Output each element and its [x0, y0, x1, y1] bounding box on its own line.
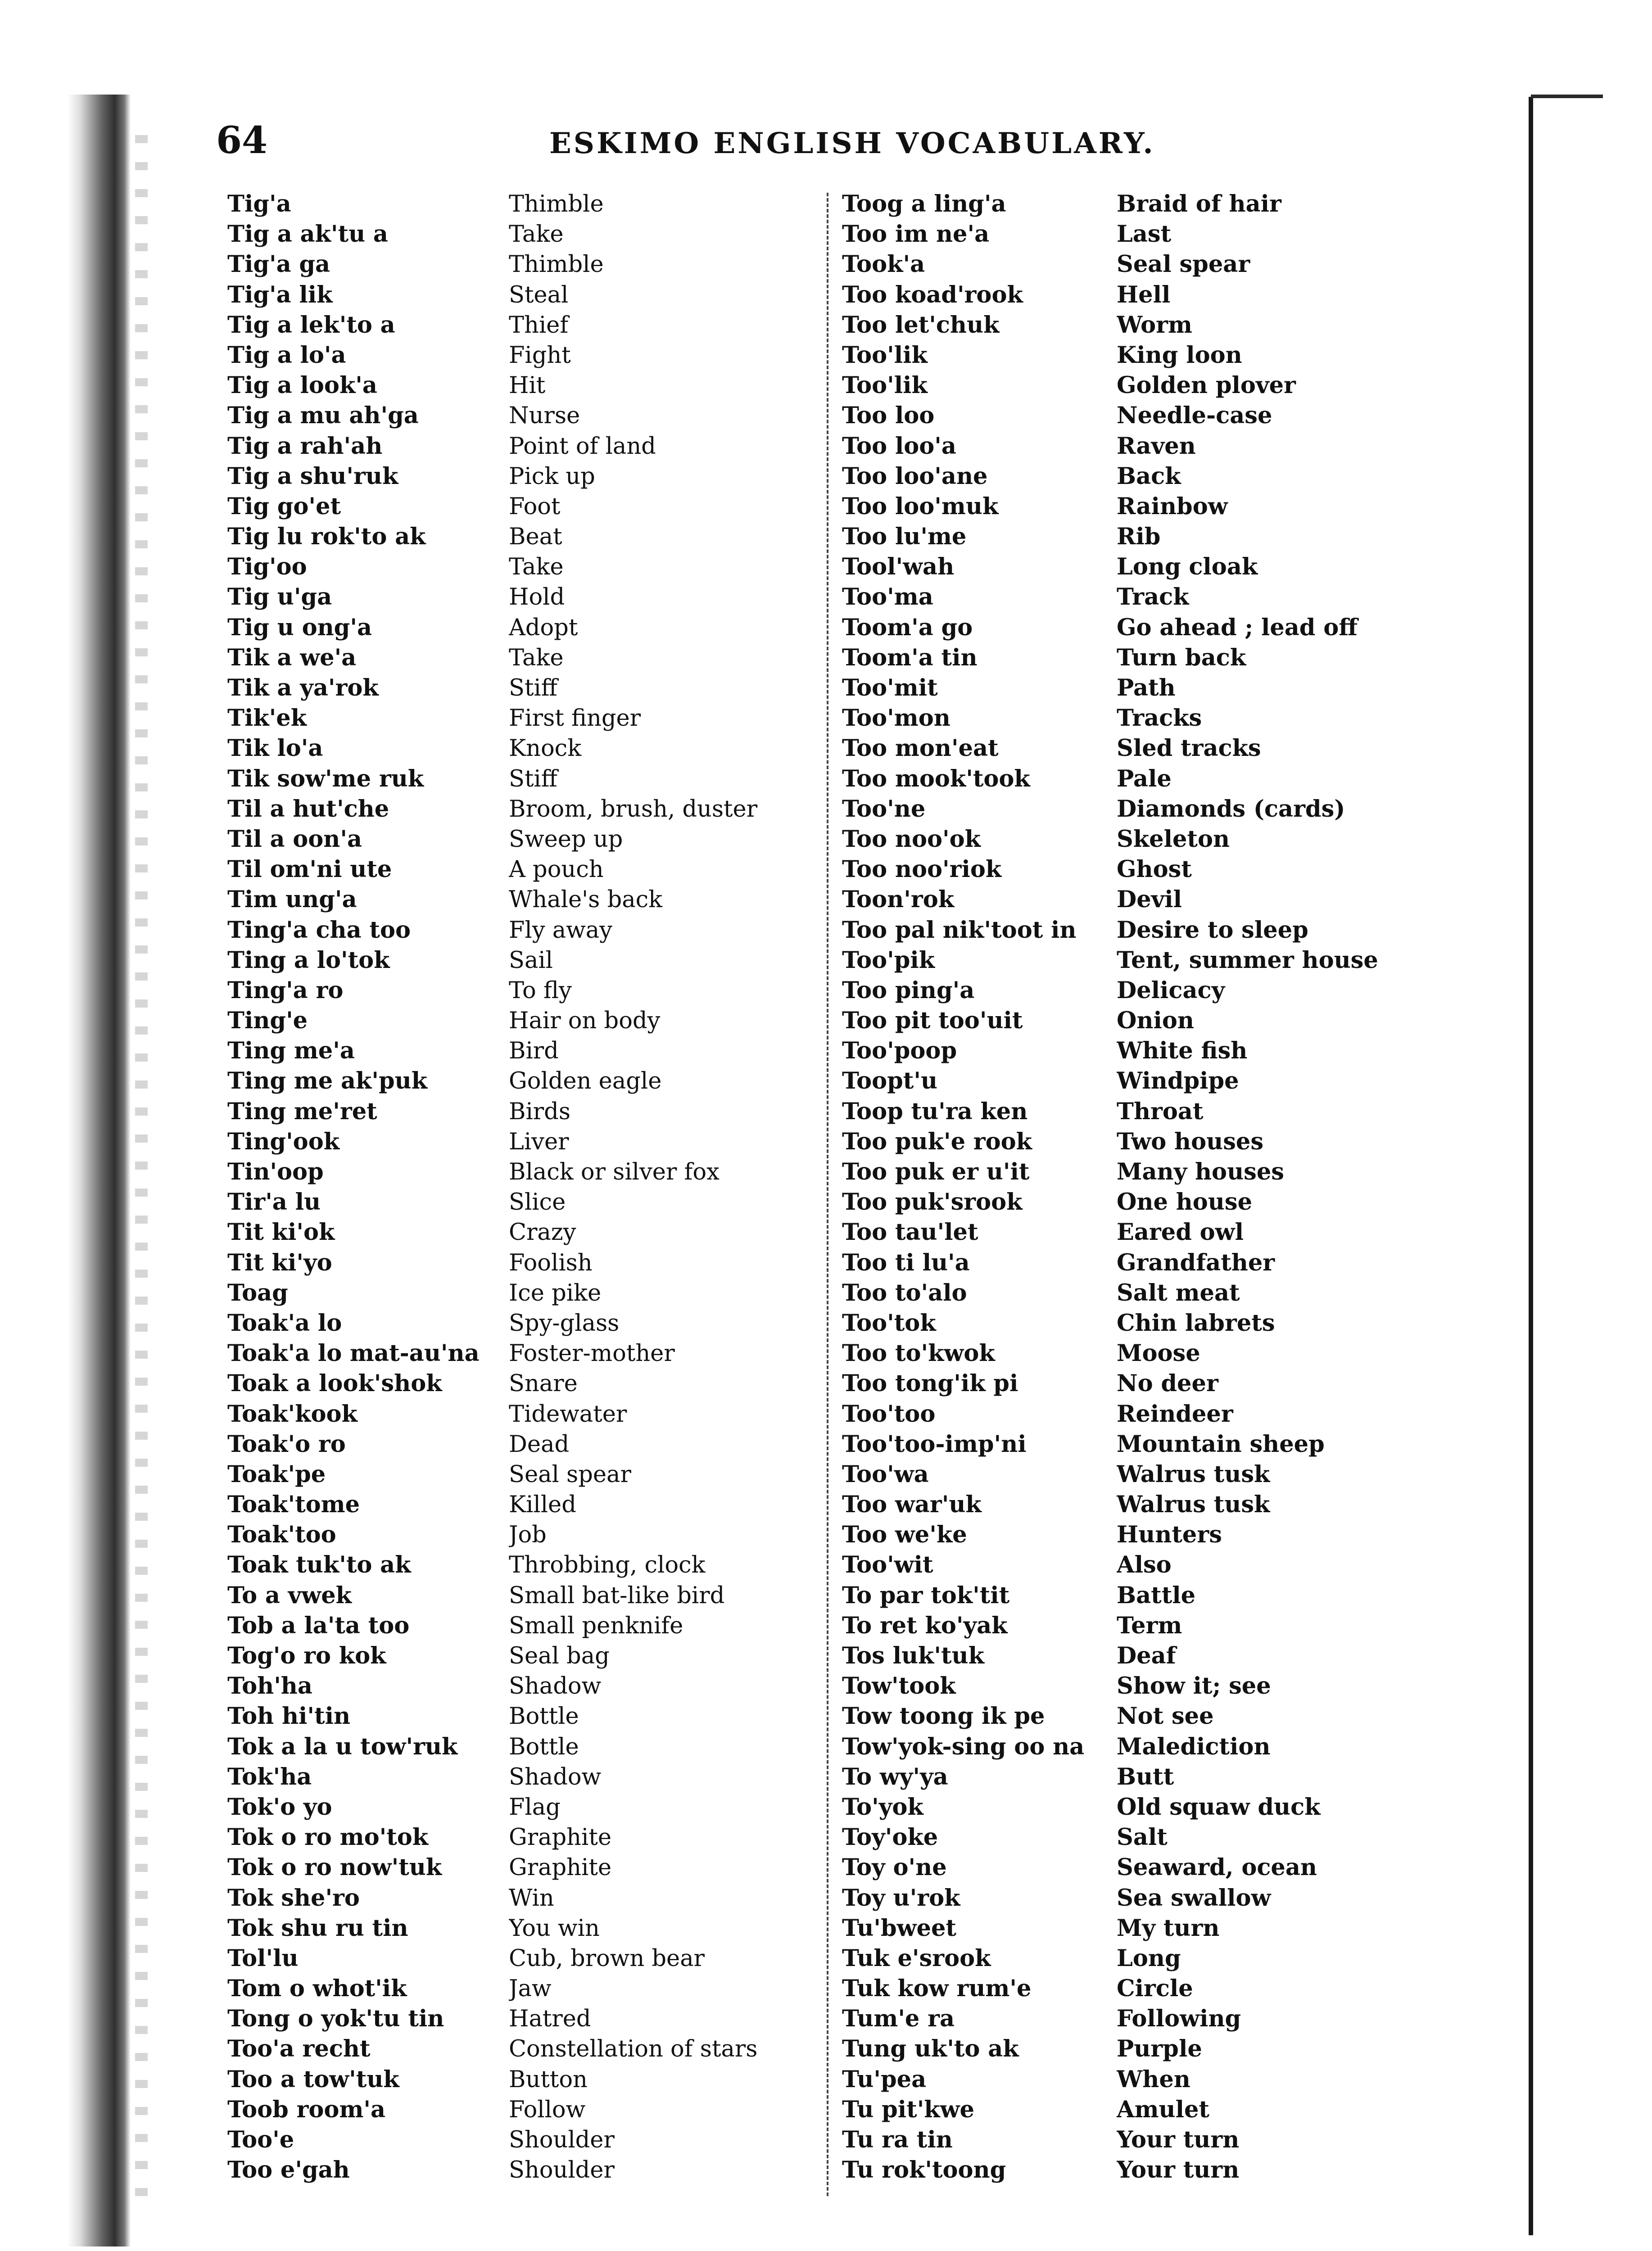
english-meaning: Fight [509, 342, 571, 369]
english-meaning: Long cloak [1117, 553, 1258, 581]
english-meaning: Devil [1117, 886, 1182, 913]
english-meaning: Windpipe [1117, 1067, 1239, 1095]
eskimo-word: Tuk e'srook [842, 1944, 991, 1972]
column-divider [827, 193, 828, 2196]
english-meaning: Take [509, 554, 564, 581]
eskimo-word: To ret ko'yak [842, 1612, 1008, 1639]
binding-shadow [68, 95, 131, 2246]
english-meaning: Ice pike [509, 1279, 602, 1306]
page-header [216, 118, 1486, 172]
english-meaning: Show it; see [1117, 1672, 1271, 1700]
eskimo-word: Too loo'ane [842, 462, 988, 490]
english-meaning: White fish [1117, 1037, 1248, 1065]
english-meaning: Seal bag [509, 1643, 610, 1669]
english-meaning: Liver [509, 1128, 569, 1155]
english-meaning: Knock [509, 735, 582, 762]
english-meaning: When [1117, 2066, 1190, 2093]
eskimo-word: Too'tok [842, 1309, 936, 1337]
eskimo-word: Too noo'riok [842, 856, 1002, 883]
eskimo-word: Toak'a lo [227, 1309, 342, 1337]
english-meaning: Battle [1117, 1582, 1196, 1609]
english-meaning: Bottle [509, 1733, 579, 1760]
left-english-column [509, 189, 801, 2185]
eskimo-word: Tool'wah [842, 553, 955, 581]
eskimo-word: Tig a shu'ruk [227, 462, 398, 490]
english-meaning: Moose [1117, 1340, 1200, 1367]
eskimo-word: Toog a ling'a [842, 190, 1006, 217]
eskimo-word: Too'pik [842, 946, 935, 974]
english-meaning: Beat [509, 524, 562, 551]
english-meaning: Button [509, 2066, 588, 2093]
eskimo-word: Tob a la'ta too [227, 1612, 410, 1639]
english-meaning: Your turn [1117, 2156, 1240, 2184]
eskimo-word: Too pit too'uit [842, 1007, 1023, 1035]
eskimo-word: Tos luk'tuk [842, 1642, 984, 1669]
eskimo-word: Toag [227, 1279, 288, 1306]
eskimo-word: Too puk'e rook [842, 1128, 1032, 1155]
eskimo-word: Too to'kwok [842, 1340, 995, 1367]
eskimo-word: Too to'alo [842, 1279, 967, 1306]
eskimo-word: Tir'a lu [227, 1189, 321, 1216]
eskimo-word: Too war'uk [842, 1491, 982, 1519]
eskimo-word: To par tok'tit [842, 1582, 1010, 1609]
english-meaning: Job [509, 1522, 547, 1549]
eskimo-word: Toob room'a [227, 2096, 386, 2123]
english-meaning: Sail [509, 947, 553, 974]
english-meaning: Term [1117, 1612, 1182, 1639]
english-meaning: Shoulder [509, 2127, 615, 2153]
english-meaning: Hunters [1117, 1521, 1222, 1549]
eskimo-word: Too'wa [842, 1460, 929, 1488]
english-meaning: Fly away [509, 917, 612, 944]
eskimo-word: Tig a rah'ah [227, 432, 383, 460]
english-meaning: You win [509, 1915, 600, 1942]
english-meaning: Mountain sheep [1117, 1430, 1325, 1458]
eskimo-word: Too'wit [842, 1551, 933, 1579]
eskimo-word: Tong o yok'tu tin [227, 2005, 444, 2033]
eskimo-word: Tim ung'a [227, 886, 357, 913]
eskimo-word: Tom o whot'ik [227, 1975, 407, 2002]
english-meaning: Eared owl [1117, 1219, 1244, 1246]
english-meaning: Ghost [1117, 856, 1192, 883]
english-meaning: Golden plover [1117, 372, 1296, 399]
eskimo-word: Tig'a ga [227, 251, 330, 278]
eskimo-word: Ting'a ro [227, 976, 344, 1004]
english-meaning: Tidewater [509, 1401, 627, 1428]
english-meaning: Jaw [509, 1975, 552, 2002]
english-meaning: Shadow [509, 1673, 602, 1700]
eskimo-word: Tik a ya'rok [227, 674, 379, 701]
english-meaning: Amulet [1117, 2096, 1209, 2123]
eskimo-word: Toon'rok [842, 886, 955, 913]
english-meaning: Walrus tusk [1117, 1491, 1270, 1519]
english-meaning: Seaward, ocean [1117, 1854, 1317, 1881]
eskimo-word: Too ti lu'a [842, 1249, 970, 1276]
english-meaning: King loon [1117, 341, 1242, 369]
english-meaning: To fly [509, 977, 572, 1004]
english-meaning: Diamonds (cards) [1117, 795, 1345, 823]
english-meaning: Hit [509, 372, 546, 399]
eskimo-word: Tig a mu ah'ga [227, 402, 419, 429]
eskimo-word: Too mon'eat [842, 735, 999, 762]
english-meaning: Salt meat [1117, 1279, 1240, 1306]
eskimo-word: Too loo'a [842, 432, 956, 460]
eskimo-word: Too lu'me [842, 523, 967, 551]
english-meaning: Foot [509, 493, 561, 520]
eskimo-word: Too e'gah [227, 2156, 350, 2184]
eskimo-word: Ting'e [227, 1007, 308, 1035]
eskimo-word: Tow'took [842, 1672, 956, 1700]
eskimo-word: Too tau'let [842, 1219, 978, 1246]
eskimo-word: Too a tow'tuk [227, 2066, 399, 2093]
english-meaning: Flag [509, 1794, 561, 1821]
eskimo-word: Toopt'u [842, 1067, 938, 1095]
eskimo-word: Tig a lo'a [227, 341, 346, 369]
english-meaning: Stiff [509, 675, 557, 701]
english-meaning: Delicacy [1117, 976, 1225, 1004]
eskimo-word: Too'ne [842, 795, 926, 823]
english-meaning: Needle-case [1117, 402, 1272, 429]
english-meaning: A pouch [509, 856, 604, 883]
eskimo-word: Tok'o yo [227, 1793, 332, 1821]
eskimo-word: Tok shu ru tin [227, 1914, 408, 1942]
eskimo-word: Too mook'took [842, 765, 1030, 792]
english-meaning: Butt [1117, 1763, 1174, 1790]
english-meaning: Adopt [509, 614, 578, 641]
english-meaning: Nurse [509, 402, 580, 429]
english-meaning: Stiff [509, 765, 557, 792]
english-meaning: Win [509, 1885, 554, 1912]
english-meaning: Hair on body [509, 1008, 661, 1035]
english-meaning: Hatred [509, 2006, 591, 2033]
right-english-column [1117, 189, 1522, 2185]
eskimo-word: Tok she'ro [227, 1884, 360, 1912]
english-meaning: Foolish [509, 1249, 593, 1276]
eskimo-word: Tig u ong'a [227, 614, 372, 641]
eskimo-word: Tig a look'a [227, 372, 377, 399]
english-meaning: Small penknife [509, 1612, 683, 1639]
english-meaning: Deaf [1117, 1642, 1176, 1669]
right-corner-mark [1531, 95, 1603, 98]
english-meaning: Back [1117, 462, 1181, 490]
english-meaning: Track [1117, 583, 1189, 611]
english-meaning: Shadow [509, 1763, 602, 1790]
english-meaning: Whale's back [509, 886, 663, 913]
eskimo-word: Toak a look'shok [227, 1370, 442, 1397]
english-meaning: Sled tracks [1117, 735, 1261, 762]
eskimo-word: Too tong'ik pi [842, 1370, 1018, 1397]
right-margin-rule [1529, 97, 1533, 2235]
eskimo-word: Toop tu'ra ken [842, 1098, 1028, 1125]
english-meaning: Slice [509, 1189, 566, 1216]
eskimo-word: To a vwek [227, 1582, 352, 1609]
eskimo-word: Toh'ha [227, 1672, 312, 1700]
eskimo-word: Ting'a cha too [227, 916, 411, 944]
eskimo-word: Too'too [842, 1400, 936, 1428]
english-meaning: Pick up [509, 463, 595, 490]
eskimo-word: Too puk'srook [842, 1189, 1023, 1216]
running-title: ESKIMO ENGLISH VOCABULARY. [549, 127, 1155, 160]
eskimo-word: Tok o ro mo'tok [227, 1824, 429, 1851]
right-eskimo-column [842, 189, 1112, 2185]
eskimo-word: Took'a [842, 251, 925, 278]
english-meaning: Onion [1117, 1007, 1194, 1035]
english-meaning: Throbbing, clock [509, 1552, 706, 1579]
eskimo-word: Ting me'ret [227, 1098, 377, 1125]
eskimo-word: Tog'o ro kok [227, 1642, 386, 1669]
eskimo-word: Too puk er u'it [842, 1158, 1030, 1185]
page-number: 64 [216, 119, 268, 162]
eskimo-word: Toak'pe [227, 1460, 326, 1488]
eskimo-word: Tik sow'me ruk [227, 765, 424, 792]
english-meaning: Circle [1117, 1975, 1193, 2002]
english-meaning: Raven [1117, 432, 1196, 460]
eskimo-word: Toak'kook [227, 1400, 358, 1428]
eskimo-word: Too'mit [842, 674, 938, 701]
english-meaning: Rib [1117, 523, 1161, 551]
english-meaning: Last [1117, 221, 1172, 248]
eskimo-word: Tok a la u tow'ruk [227, 1733, 458, 1760]
english-meaning: Snare [509, 1370, 578, 1397]
english-meaning: Follow [509, 2096, 586, 2123]
eskimo-word: Tow toong ik pe [842, 1703, 1045, 1730]
eskimo-word: Too let'chuk [842, 311, 1000, 339]
english-meaning: Point of land [509, 433, 656, 460]
english-meaning: Turn back [1117, 644, 1246, 671]
eskimo-word: Tu'bweet [842, 1914, 956, 1942]
english-meaning: Throat [1117, 1098, 1204, 1125]
eskimo-word: Tit ki'ok [227, 1219, 335, 1246]
english-meaning: Graphite [509, 1854, 612, 1881]
english-meaning: Black or silver fox [509, 1159, 720, 1185]
english-meaning: Tent, summer house [1117, 946, 1378, 974]
english-meaning: Small bat-like bird [509, 1582, 725, 1609]
english-meaning: Go ahead ; lead off [1117, 614, 1358, 641]
eskimo-word: Too'poop [842, 1037, 957, 1065]
eskimo-word: Toak'tome [227, 1491, 360, 1519]
english-meaning: Bottle [509, 1703, 579, 1730]
english-meaning: Reindeer [1117, 1400, 1233, 1428]
eskimo-word: Ting'ook [227, 1128, 340, 1155]
eskimo-word: Toom'a tin [842, 644, 978, 671]
eskimo-word: Too'mon [842, 705, 950, 732]
eskimo-word: Toak'too [227, 1521, 336, 1549]
eskimo-word: Til a oon'a [227, 825, 362, 853]
eskimo-word: Ting me ak'puk [227, 1067, 428, 1095]
eskimo-word: Tok'ha [227, 1763, 312, 1790]
english-meaning: Salt [1117, 1824, 1168, 1851]
eskimo-word: Too'ma [842, 583, 933, 611]
english-meaning: Graphite [509, 1824, 612, 1851]
english-meaning: Path [1117, 674, 1176, 701]
english-meaning: Following [1117, 2005, 1241, 2033]
english-meaning: Malediction [1117, 1733, 1271, 1760]
eskimo-word: Tik a we'a [227, 644, 357, 671]
eskimo-word: Tung uk'to ak [842, 2035, 1019, 2063]
english-meaning: Sweep up [509, 826, 623, 853]
eskimo-word: Too noo'ok [842, 825, 981, 853]
english-meaning: Constellation of stars [509, 2036, 758, 2063]
english-meaning: Seal spear [1117, 251, 1250, 278]
eskimo-word: Tuk kow rum'e [842, 1975, 1032, 2002]
eskimo-word: Too loo'muk [842, 493, 999, 520]
eskimo-word: Tu rok'toong [842, 2156, 1006, 2184]
english-meaning: Broom, brush, duster [509, 796, 758, 823]
eskimo-word: Tig'a lik [227, 281, 333, 308]
english-meaning: One house [1117, 1189, 1253, 1216]
english-meaning: Foster-mother [509, 1340, 675, 1367]
english-meaning: Steal [509, 281, 569, 308]
eskimo-word: Tik'ek [227, 705, 307, 732]
eskimo-word: Ting a lo'tok [227, 946, 390, 974]
eskimo-word: Til a hut'che [227, 795, 389, 823]
eskimo-word: Too we'ke [842, 1521, 967, 1549]
eskimo-word: Tow'yok-sing oo na [842, 1733, 1085, 1760]
english-meaning: Seal spear [509, 1461, 631, 1488]
english-meaning: Killed [509, 1492, 576, 1519]
eskimo-word: Tig a lek'to a [227, 311, 395, 339]
english-meaning: Grandfather [1117, 1249, 1275, 1276]
eskimo-word: Too ping'a [842, 976, 975, 1004]
english-meaning: Worm [1117, 311, 1192, 339]
eskimo-word: Tig u'ga [227, 583, 332, 611]
english-meaning: Birds [509, 1098, 570, 1125]
english-meaning: First finger [509, 705, 641, 732]
eskimo-word: Tok o ro now'tuk [227, 1854, 442, 1881]
eskimo-word: Toy'oke [842, 1824, 938, 1851]
english-meaning: Cub, brown bear [509, 1945, 705, 1972]
binding-speckle [135, 135, 148, 2206]
english-meaning: Two houses [1117, 1128, 1264, 1155]
eskimo-word: Too loo [842, 402, 935, 429]
eskimo-word: Tin'oop [227, 1158, 324, 1185]
english-meaning: Rainbow [1117, 493, 1228, 520]
left-eskimo-column [227, 189, 493, 2185]
english-meaning: Bird [509, 1038, 559, 1065]
eskimo-word: To wy'ya [842, 1763, 948, 1790]
eskimo-word: Tum'e ra [842, 2005, 955, 2033]
english-meaning: Old squaw duck [1117, 1793, 1321, 1821]
eskimo-word: Too pal nik'toot in [842, 916, 1077, 944]
eskimo-word: Tig lu rok'to ak [227, 523, 426, 551]
eskimo-word: Too'too-imp'ni [842, 1430, 1027, 1458]
eskimo-word: Toak'o ro [227, 1430, 346, 1458]
eskimo-word: Too im ne'a [842, 221, 990, 248]
eskimo-word: Too'a recht [227, 2035, 371, 2063]
english-meaning: Skeleton [1117, 825, 1230, 853]
english-meaning: Golden eagle [509, 1068, 662, 1095]
english-meaning: Crazy [509, 1219, 576, 1246]
english-meaning: Your turn [1117, 2126, 1240, 2153]
english-meaning: Spy-glass [509, 1310, 620, 1337]
eskimo-word: Tu pit'kwe [842, 2096, 974, 2123]
eskimo-word: Tig'oo [227, 553, 307, 581]
eskimo-word: Toy u'rok [842, 1884, 960, 1912]
eskimo-word: Tig go'et [227, 493, 341, 520]
english-meaning: Sea swallow [1117, 1884, 1271, 1912]
english-meaning: Take [509, 221, 564, 248]
english-meaning: Many houses [1117, 1158, 1285, 1185]
english-meaning: Pale [1117, 765, 1172, 792]
eskimo-word: Tu ra tin [842, 2126, 953, 2153]
english-meaning: Dead [509, 1431, 570, 1458]
english-meaning: Not see [1117, 1703, 1214, 1730]
eskimo-word: Too koad'rook [842, 281, 1023, 308]
eskimo-word: Toy o'ne [842, 1854, 947, 1881]
english-meaning: Thimble [509, 191, 604, 217]
english-meaning: Hold [509, 584, 565, 611]
english-meaning: Desire to sleep [1117, 916, 1308, 944]
eskimo-word: Tig'a [227, 190, 291, 217]
english-meaning: Thimble [509, 251, 604, 278]
english-meaning: Purple [1117, 2035, 1202, 2063]
english-meaning: Tracks [1117, 705, 1202, 732]
eskimo-word: Tit ki'yo [227, 1249, 332, 1276]
english-meaning: Also [1117, 1551, 1172, 1579]
english-meaning: Braid of hair [1117, 190, 1281, 217]
eskimo-word: Ting me'a [227, 1037, 355, 1065]
eskimo-word: Tik lo'a [227, 735, 323, 762]
eskimo-word: Toak tuk'to ak [227, 1551, 411, 1579]
english-meaning: Thief [509, 312, 569, 339]
eskimo-word: Too'e [227, 2126, 294, 2153]
eskimo-word: To'yok [842, 1793, 923, 1821]
eskimo-word: Tol'lu [227, 1944, 299, 1972]
eskimo-word: Too'lik [842, 372, 928, 399]
eskimo-word: Toh hi'tin [227, 1703, 351, 1730]
english-meaning: Long [1117, 1944, 1181, 1972]
english-meaning: Chin labrets [1117, 1309, 1275, 1337]
eskimo-word: Tu'pea [842, 2066, 927, 2093]
eskimo-word: Too'lik [842, 341, 928, 369]
english-meaning: Take [509, 644, 564, 671]
eskimo-word: Til om'ni ute [227, 856, 392, 883]
english-meaning: My turn [1117, 1914, 1220, 1942]
eskimo-word: Toak'a lo mat-au'na [227, 1340, 480, 1367]
eskimo-word: Toom'a go [842, 614, 973, 641]
english-meaning: Hell [1117, 281, 1171, 308]
eskimo-word: Tig a ak'tu a [227, 221, 388, 248]
english-meaning: No deer [1117, 1370, 1218, 1397]
english-meaning: Walrus tusk [1117, 1460, 1270, 1488]
english-meaning: Shoulder [509, 2157, 615, 2184]
